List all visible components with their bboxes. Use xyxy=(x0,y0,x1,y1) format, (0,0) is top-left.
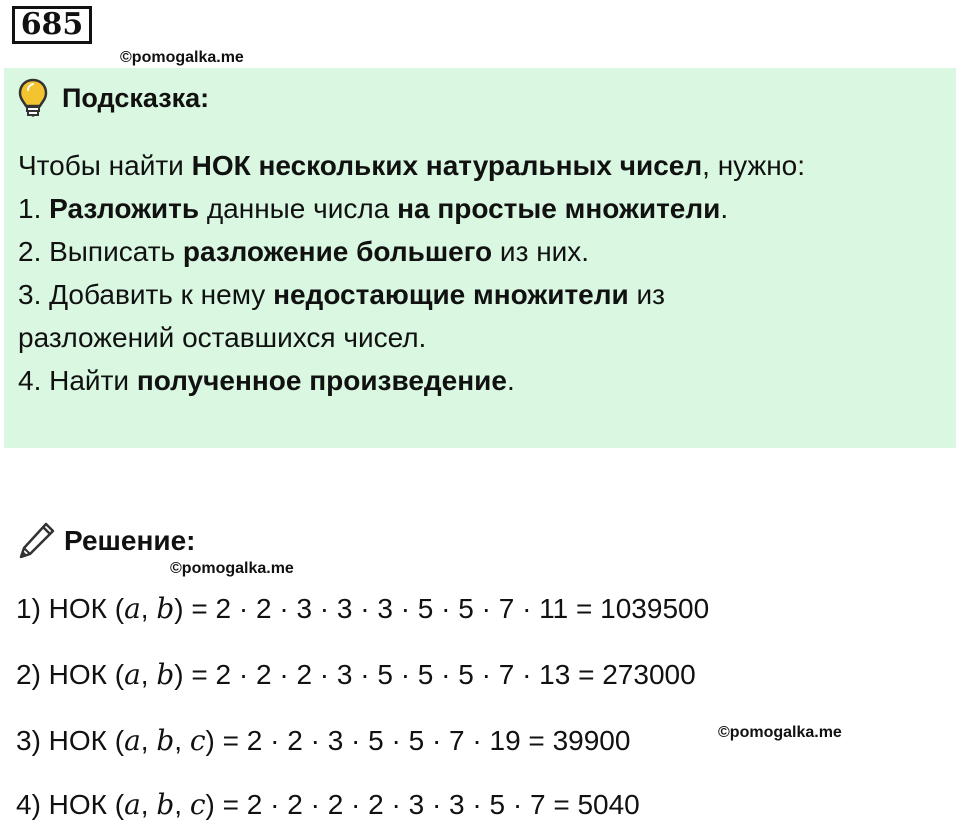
math-variable: a xyxy=(124,724,141,757)
solution-title: Решение: xyxy=(64,525,196,556)
math-variable: a xyxy=(124,788,141,821)
comma: , xyxy=(140,593,157,624)
hint-text-segment: 2. Выписать xyxy=(18,236,183,267)
pencil-icon xyxy=(16,521,56,561)
hint-text-segment: . xyxy=(506,365,515,396)
hint-bold-text: полученное произведение xyxy=(136,365,507,396)
watermark: ©pomogalka.me xyxy=(718,724,842,741)
hint-line xyxy=(18,144,948,187)
watermark: ©pomogalka.me xyxy=(120,49,244,66)
comma: , xyxy=(174,725,190,756)
solution-prefix: 4) НОК ( xyxy=(16,789,125,820)
hint-title: Подсказка: xyxy=(62,82,210,113)
math-variable: c xyxy=(189,724,206,757)
solution-prefix: 3) НОК ( xyxy=(16,725,125,756)
lightbulb-icon xyxy=(18,78,48,118)
hint-text-segment: 1. xyxy=(18,193,50,224)
math-variable: b xyxy=(156,724,175,757)
hint-line xyxy=(18,230,948,273)
hint-text-segment: . xyxy=(720,193,729,224)
hint-text-segment: Чтобы найти xyxy=(18,150,192,181)
math-variable: a xyxy=(124,658,141,691)
solution-prefix: 2) НОК ( xyxy=(16,659,125,690)
hint-header xyxy=(18,78,209,118)
hint-line xyxy=(18,273,948,316)
hint-line xyxy=(18,359,948,402)
solution-prefix: 1) НОК ( xyxy=(16,593,125,624)
hint-bold-text: разложение большего xyxy=(182,236,493,267)
comma: , xyxy=(140,659,157,690)
hint-text-segment: из xyxy=(628,279,665,310)
solution-line xyxy=(16,592,709,626)
math-variable: b xyxy=(156,592,175,625)
hint-text-segment: разложений оставшихся чисел. xyxy=(18,322,427,353)
solution-line xyxy=(16,788,640,822)
math-variable: c xyxy=(189,788,206,821)
hint-line xyxy=(18,187,948,230)
solution-expression: ) = 2 · 2 · 2 · 3 · 5 · 5 · 5 · 7 · 13 = 273000 xyxy=(174,659,696,690)
hint-bold-text: недостающие множители xyxy=(273,279,629,310)
math-variable: b xyxy=(156,788,175,821)
hint-bold-text: на простые множители xyxy=(397,193,721,224)
comma: , xyxy=(140,789,157,820)
comma: , xyxy=(174,789,190,820)
solution-line xyxy=(16,724,630,758)
solution-expression: ) = 2 · 2 · 3 · 5 · 5 · 7 · 19 = 39900 xyxy=(205,725,631,756)
watermark: ©pomogalka.me xyxy=(170,560,294,577)
math-variable: a xyxy=(124,592,141,625)
problem-number: 685 xyxy=(12,6,92,44)
hint-text-segment: , нужно: xyxy=(702,150,806,181)
hint-text-segment: 4. Найти xyxy=(18,365,137,396)
hint-box xyxy=(4,68,956,448)
hint-line xyxy=(18,316,948,359)
solution-line xyxy=(16,658,696,692)
hint-text-segment: данные числа xyxy=(199,193,398,224)
hint-text-segment: 3. Добавить к нему xyxy=(18,279,274,310)
math-variable: b xyxy=(156,658,175,691)
solution-header xyxy=(16,520,195,562)
comma: , xyxy=(140,725,157,756)
hint-text xyxy=(18,144,948,402)
hint-bold-text: Разложить xyxy=(49,193,200,224)
solution-expression: ) = 2 · 2 · 3 · 3 · 3 · 5 · 5 · 7 · 11 = 1039500 xyxy=(174,593,710,624)
hint-bold-text: НОК нескольких натуральных чисел xyxy=(191,150,703,181)
solution-expression: ) = 2 · 2 · 2 · 2 · 3 · 3 · 5 · 7 = 5040 xyxy=(205,789,640,820)
hint-text-segment: из них. xyxy=(492,236,590,267)
